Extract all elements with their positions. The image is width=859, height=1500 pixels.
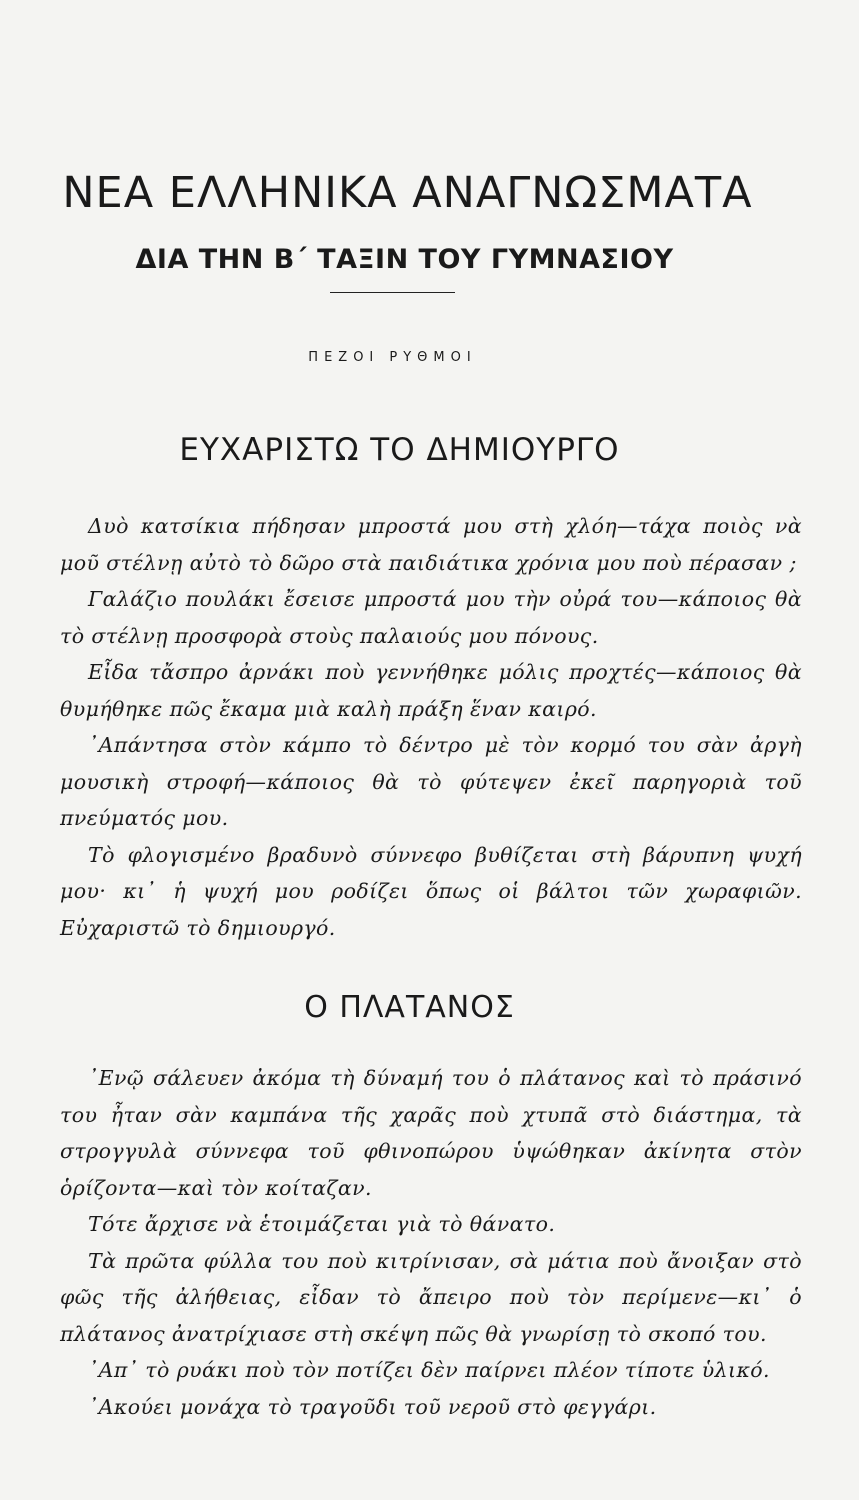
paragraph: Τὸ φλογισμένο βραδυνὸ σύννεφο βυθίζεται στὴ βάρυπνη ψυχή μου· κι᾿ ἡ ψυχή μου ροδίζει ὅπως οἱ βάλτοι τῶν χωραφιῶν. Εὐχαριστῶ τὸ δημιουργό. [60, 842, 802, 940]
paragraph: Δυὸ κατσίκια πήδησαν μπροστά μου στὴ χλόη—τάχα ποιὸς νὰ μοῦ στέλνῃ αὐτὸ τὸ δῶρο στὰ παιδιάτικα χρόνια μου ποὺ πέρασαν ; [60, 514, 802, 575]
paragraph: ᾿Απάντησα στὸν κάμπο τὸ δέντρο μὲ τὸν κορμό του σὰν ἀργὴ μουσικὴ στροφή—κάποιος θὰ τὸ φύτεψεν ἐκεῖ παρηγοριὰ τοῦ πνεύματός μου. [60, 733, 802, 830]
poem-body-eucharisto [60, 508, 802, 946]
book-title: ΝΕΑ ΕΛΛΗΝΙΚΑ ΑΝΑΓΝΩΣΜΑΤΑ [62, 168, 753, 218]
book-subtitle: ΔΙΑ ΤΗΝ Β΄ ΤΑΞΙΝ ΤΟΥ ΓΥΜΝΑΣΙΟΥ [135, 244, 674, 275]
paragraph: ᾿Απ᾿ τὸ ρυάκι ποὺ τὸν ποτίζει δὲν παίρνει πλέον τίποτε ὑλικό. [88, 1358, 770, 1382]
poem-title-platanos: Ο ΠΛΑΤΑΝΟΣ [304, 990, 515, 1025]
paragraph: ᾿Ακούει μονάχα τὸ τραγοῦδι τοῦ νεροῦ στὸ φεγγάρι. [88, 1394, 657, 1419]
poem-title-eucharisto: ΕΥΧΑΡΙΣΤΩ ΤΟ ΔΗΜΙΟΥΡΓΟ [179, 432, 620, 468]
paragraph: Εἶδα τἄσπρο ἀρνάκι ποὺ γεννήθηκε μόλις προχτές—κάποιος θὰ θυμήθηκε πῶς ἔκαμα μιὰ καλὴ πράξη ἕναν καιρό. [60, 660, 802, 721]
paragraph: ᾿Ενῷ σάλευεν ἀκόμα τὴ δύναμή του ὁ πλάτανος καὶ τὸ πράσινό του ἦταν σὰν καμπάνα τῆς χαρᾶς ποὺ χτυπᾶ στὸ διάστημα, τὰ στρογγυλὰ σύννεφα τοῦ φθινοπώρου ὑψώθηκαν ἀκίνητα στὸν ὁρίζοντα—καὶ τὸν κοίταζαν. [60, 1066, 802, 1200]
paragraph: Τὰ πρῶτα φύλλα του ποὺ κιτρίνισαν, σὰ μάτια ποὺ ἄνοιξαν στὸ φῶς τῆς ἀλήθειας, εἶδαν τὸ ἄπειρο ποὺ τὸν περίμενε—κι᾿ ὁ πλάτανος ἀνατρίχιασε στὴ σκέψη πῶς θὰ γνωρίσῃ τὸ σκοπό του. [60, 1248, 802, 1346]
poem-body-platanos [60, 1060, 802, 1425]
title-divider [330, 292, 455, 293]
paragraph: Τότε ἄρχισε νὰ ἑτοιμάζεται γιὰ τὸ θάνατο. [88, 1212, 556, 1236]
paragraph: Γαλάζιο πουλάκι ἔσεισε μπροστά μου τὴν οὐρά του—κάποιος θὰ τὸ στέλνῃ προσφορὰ στοὺς παλαιούς μου πόνους. [60, 587, 802, 648]
section-label: ΠΕΖΟΙ ΡΥΘΜΟΙ [308, 350, 477, 365]
